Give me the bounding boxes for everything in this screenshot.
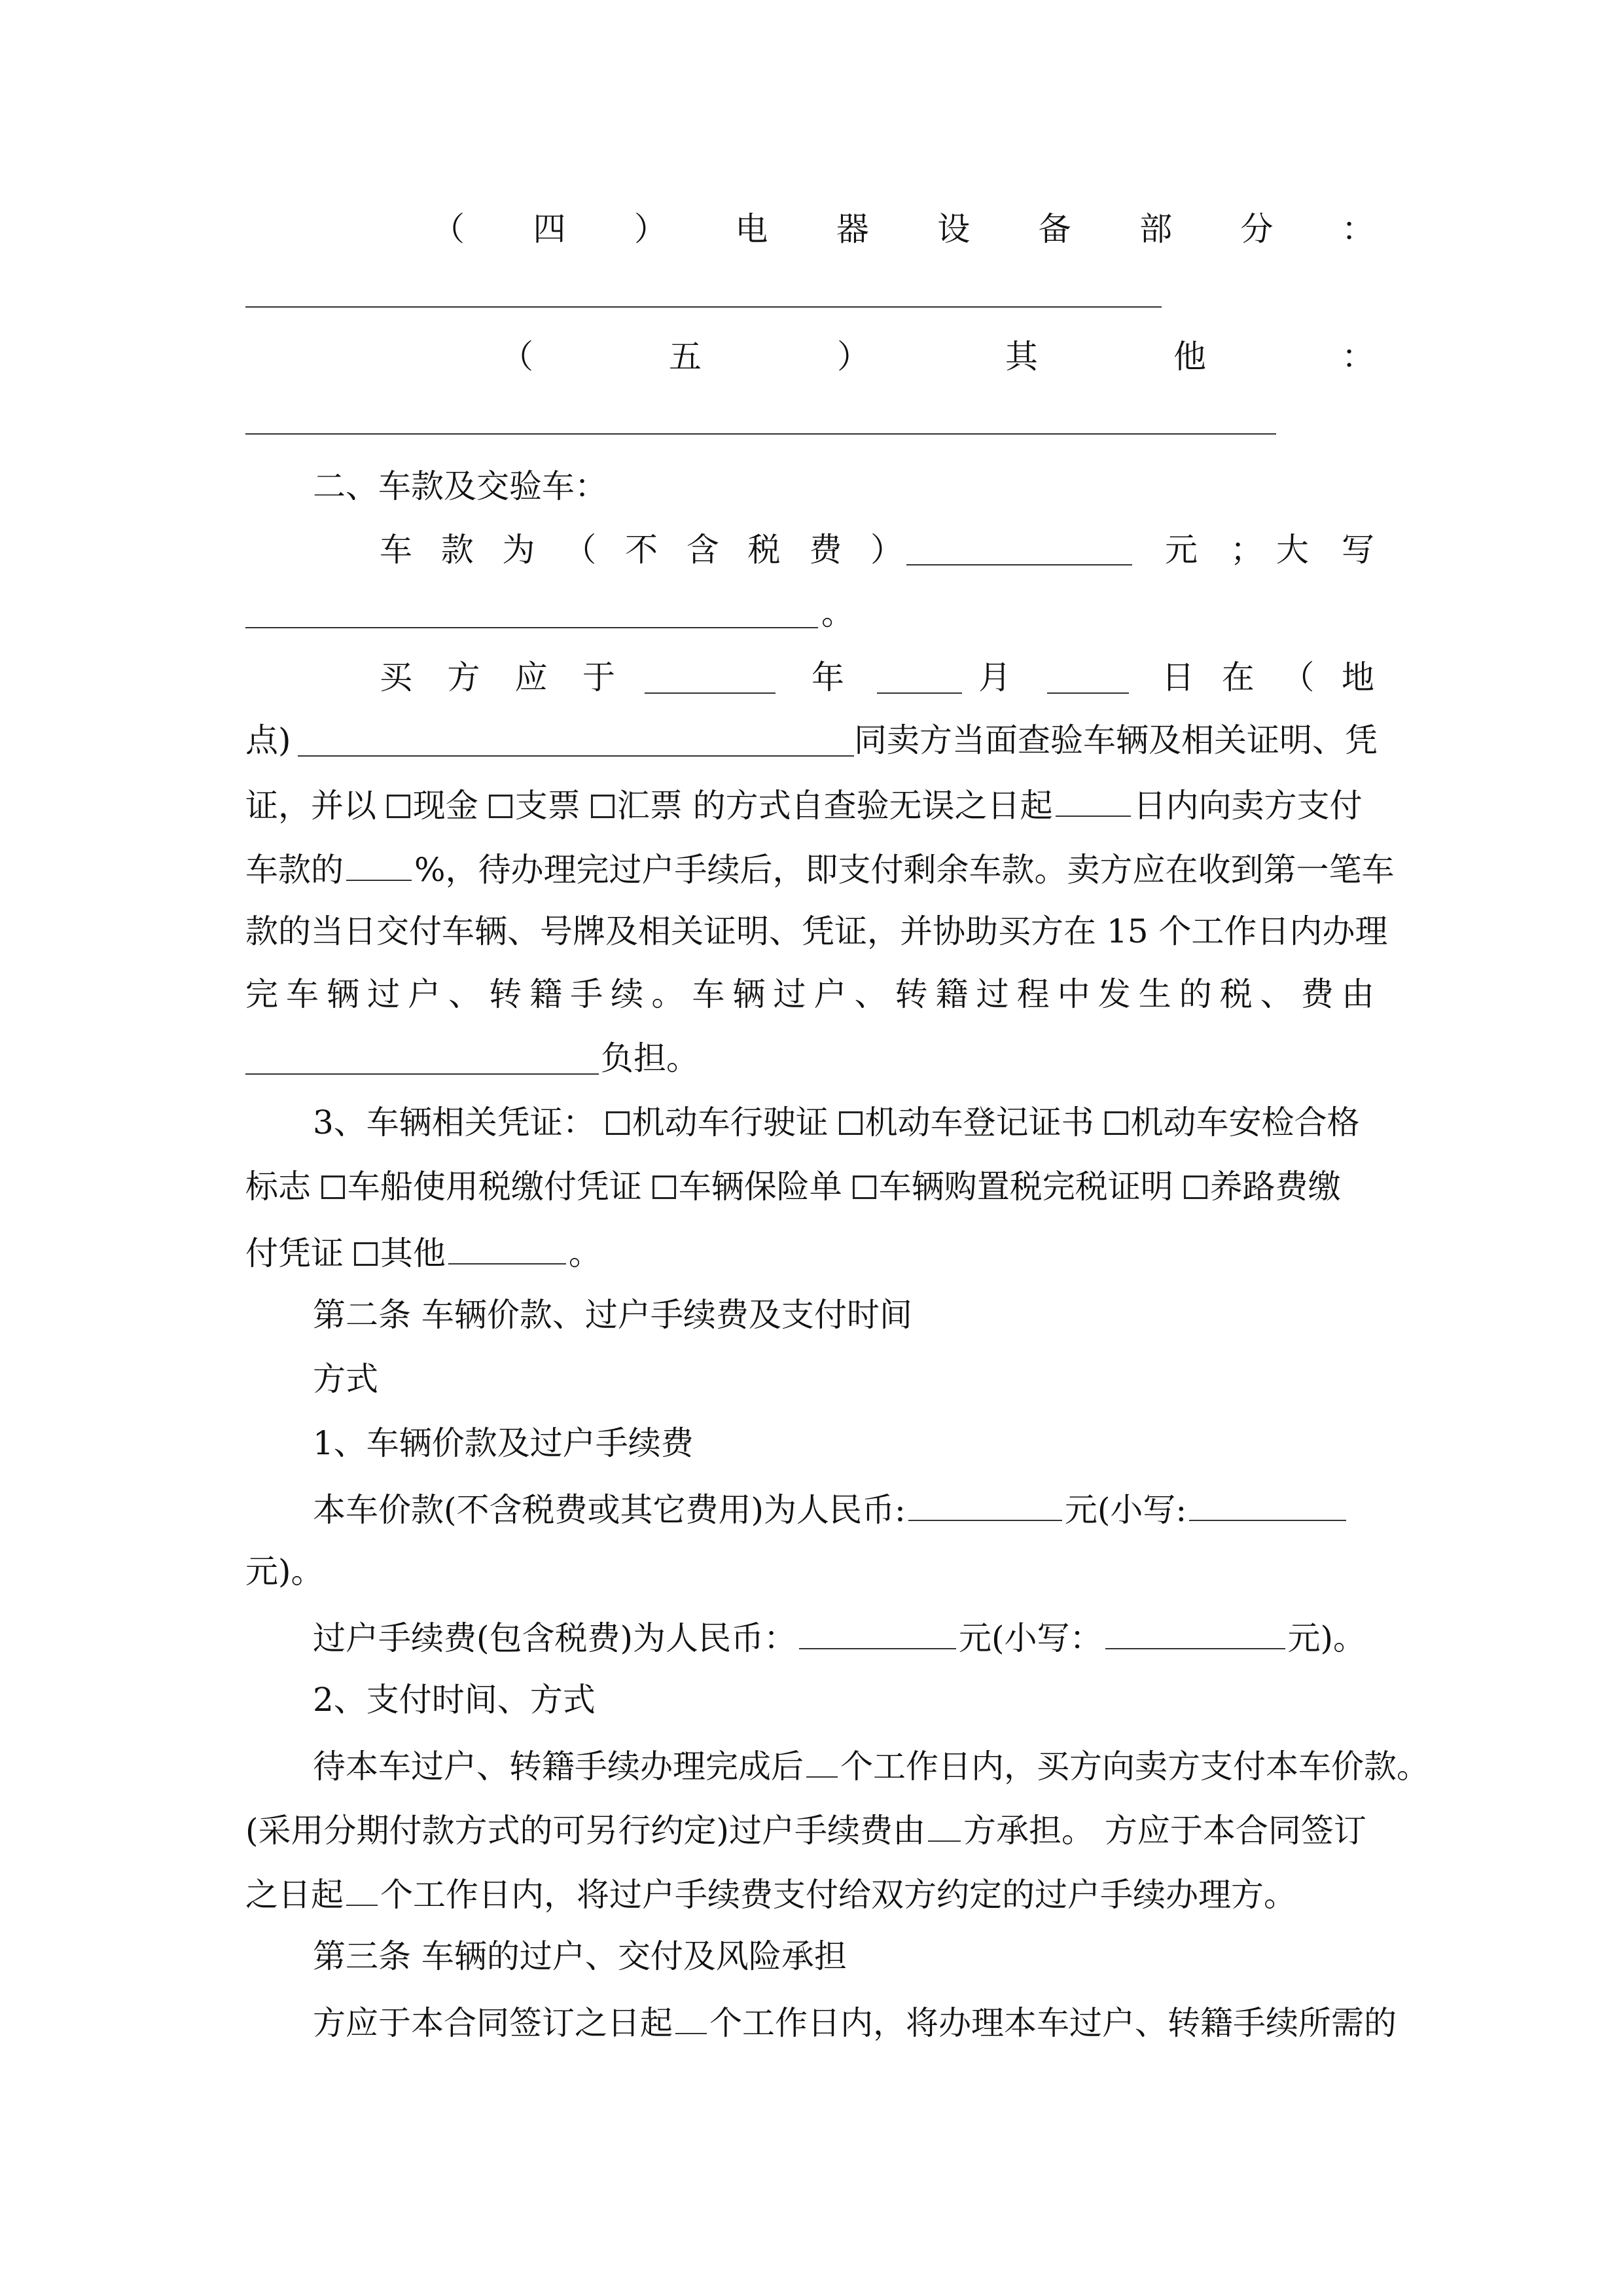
justified-char: 籍 (935, 975, 969, 1013)
justified-char: 辆 (327, 975, 360, 1013)
voucher-checkbox[interactable] (321, 1175, 345, 1199)
justified-char: 辆 (732, 975, 766, 1013)
article-two-title-cont: 方式 (313, 1360, 378, 1398)
justified-char: 发 (1097, 975, 1131, 1013)
article-two-sub1: 1、车辆价款及过户手续费 (313, 1424, 694, 1462)
burden-blank (245, 1073, 599, 1075)
capital-end: 。 (821, 594, 854, 632)
justified-char: 、 (854, 975, 887, 1013)
justified-char: 程 (1016, 975, 1050, 1013)
percent-line: 车款的 %，待办理完过户手续后，即支付剩余车款。卖方应在收到第一笔车 (245, 851, 1395, 889)
justified-char: 设 (937, 210, 971, 248)
cash-checkbox[interactable] (387, 795, 410, 818)
justified-char: 完 (245, 975, 278, 1013)
month-label: 月 (978, 658, 1011, 696)
capital-blank (245, 627, 818, 628)
draft-checkbox[interactable] (591, 795, 615, 818)
justified-char: 器 (836, 210, 869, 248)
article-two-sub2: 2、支付时间、方式 (313, 1681, 596, 1719)
justified-char: （ (1281, 658, 1315, 696)
justified-char: 生 (1138, 975, 1171, 1013)
justified-char: 其 (1005, 338, 1038, 376)
justified-char: 转 (895, 975, 928, 1013)
justified-char: 为 (502, 531, 535, 569)
justified-char: 转 (489, 975, 522, 1013)
justified-char: 车 (286, 975, 319, 1013)
justified-char: 四 (533, 210, 566, 248)
voucher-checkbox[interactable] (1105, 1111, 1128, 1135)
justified-char: 分 (1240, 210, 1274, 248)
price-label-chars (380, 531, 903, 569)
cheque-checkbox[interactable] (489, 795, 512, 818)
pay-line-2: (采用分期付款方式的可另行约定)过户手续费由 方承担。 方应于本合同签订 (245, 1812, 1366, 1850)
justified-char: 过 (773, 975, 806, 1013)
electrical-fill-line (245, 306, 1162, 308)
capital-label (1276, 531, 1374, 569)
article-three-line: 方应于本合同签订之日起 个工作日内，将办理本车过户、转籍手续所需的 (313, 2004, 1397, 2042)
day-place-chars (1162, 658, 1374, 696)
justified-char: 地 (1341, 658, 1374, 696)
section-two-heading: 二、车款及交验车： (313, 467, 607, 505)
justified-char: 手 (570, 975, 603, 1013)
justified-char: 备 (1038, 210, 1071, 248)
justified-char: 方 (447, 658, 480, 696)
justified-char: ： (1341, 210, 1374, 248)
justified-char: 车 (692, 975, 725, 1013)
justified-char: 、 (448, 975, 482, 1013)
justified-char: 费 (809, 531, 842, 569)
article-two-title: 第二条 车辆价款、过户手续费及支付时间 (313, 1296, 912, 1334)
pay-line-3: 之日起 个工作日内，将过户手续费支付给双方约定的过户手续办理方。 (245, 1876, 1296, 1914)
vouchers-line-2: 标志 车船使用税缴付凭证 车辆保险单 车辆购置税完税证明 养路费缴 (245, 1168, 1341, 1206)
other-fill-line (245, 433, 1276, 435)
vouchers-line-3: 付凭证 其他 。 (245, 1234, 601, 1272)
justified-char: 续 (611, 975, 644, 1013)
justified-char: ） (870, 531, 903, 569)
justified-char: 。 (651, 975, 685, 1013)
voucher-other-checkbox[interactable] (354, 1242, 378, 1266)
justified-char: 的 (1179, 975, 1212, 1013)
inspect-month-blank (877, 692, 962, 694)
year-label: 年 (812, 658, 844, 696)
justified-char: 、 (1260, 975, 1293, 1013)
voucher-checkbox[interactable] (853, 1175, 876, 1199)
article-three-title: 第三条 车辆的过户、交付及风险承担 (313, 1937, 847, 1975)
justified-char: 写 (1342, 531, 1374, 569)
inspect-year-blank (645, 692, 776, 694)
vehicle-price-end: 元)。 (245, 1552, 324, 1590)
justified-char: 中 (1057, 975, 1090, 1013)
justified-char: 过 (976, 975, 1009, 1013)
vouchers-line-1: 3、车辆相关凭证： 机动车行驶证 机动车登记证书 机动车安检合格 (313, 1103, 1360, 1141)
justified-char: 含 (686, 531, 719, 569)
justified-char: 日 (1162, 658, 1194, 696)
justified-char: 应 (514, 658, 548, 696)
inspect-rest: 同卖方当面查验车辆及相关证明、凭 (854, 721, 1378, 759)
justified-char: 由 (1341, 975, 1374, 1013)
justified-char: 他 (1173, 338, 1206, 376)
justified-char: 不 (625, 531, 658, 569)
item-other-label (501, 338, 1374, 376)
voucher-checkbox[interactable] (606, 1111, 630, 1135)
justified-char: 籍 (529, 975, 563, 1013)
justified-char: 款 (440, 531, 474, 569)
price-blank (906, 564, 1132, 565)
justified-char: 过 (367, 975, 401, 1013)
transfer-line (245, 975, 1374, 1013)
inspect-chars (380, 658, 615, 696)
justified-char: （ (501, 338, 533, 376)
justified-char: 买 (380, 658, 412, 696)
justified-char: ） (633, 210, 667, 248)
deliver-line: 款的当日交付车辆、号牌及相关证明、凭证，并协助买方在 15 个工作日内办理 (245, 912, 1388, 950)
justified-char: （ (563, 531, 597, 569)
justified-char: 五 (669, 338, 702, 376)
justified-char: 户 (813, 975, 847, 1013)
item-electrical-label (432, 210, 1374, 248)
voucher-checkbox[interactable] (1184, 1175, 1207, 1199)
burden-text: 负担。 (601, 1039, 699, 1077)
place-blank (298, 755, 854, 757)
justified-char: 于 (582, 658, 615, 696)
vehicle-price-line: 本车价款(不含税费或其它费用)为人民币: 元(小写: (313, 1491, 1349, 1526)
price-unit: 元 (1165, 531, 1198, 569)
inspect-day-blank (1047, 692, 1129, 694)
voucher-checkbox[interactable] (839, 1111, 863, 1135)
transfer-fee-line: 过户手续费(包含税费)为人民币： 元(小写： 元)。 (313, 1619, 1366, 1657)
justified-char: 户 (408, 975, 441, 1013)
justified-char: ： (1342, 338, 1374, 376)
payment-method-line: 证，并以 现金 支票 汇票 的方式自查验无误之日起 日内向卖方支付 (245, 787, 1363, 825)
justified-char: 车 (380, 531, 412, 569)
pay-line-1: 待本车过户、转籍手续办理完成后 个工作日内，买方向卖方支付本车价款。 (313, 1748, 1429, 1785)
justified-char: 税 (747, 531, 781, 569)
justified-char: （ (432, 210, 465, 248)
justified-char: 税 (1219, 975, 1253, 1013)
price-separator: ； (1230, 531, 1263, 569)
justified-char: ） (837, 338, 870, 376)
justified-char: 费 (1300, 975, 1334, 1013)
justified-char: 在 (1221, 658, 1255, 696)
voucher-checkbox[interactable] (652, 1175, 676, 1199)
justified-char: 部 (1139, 210, 1173, 248)
justified-char: 电 (735, 210, 768, 248)
place-close: 点) (245, 721, 291, 759)
justified-char: 大 (1276, 531, 1309, 569)
